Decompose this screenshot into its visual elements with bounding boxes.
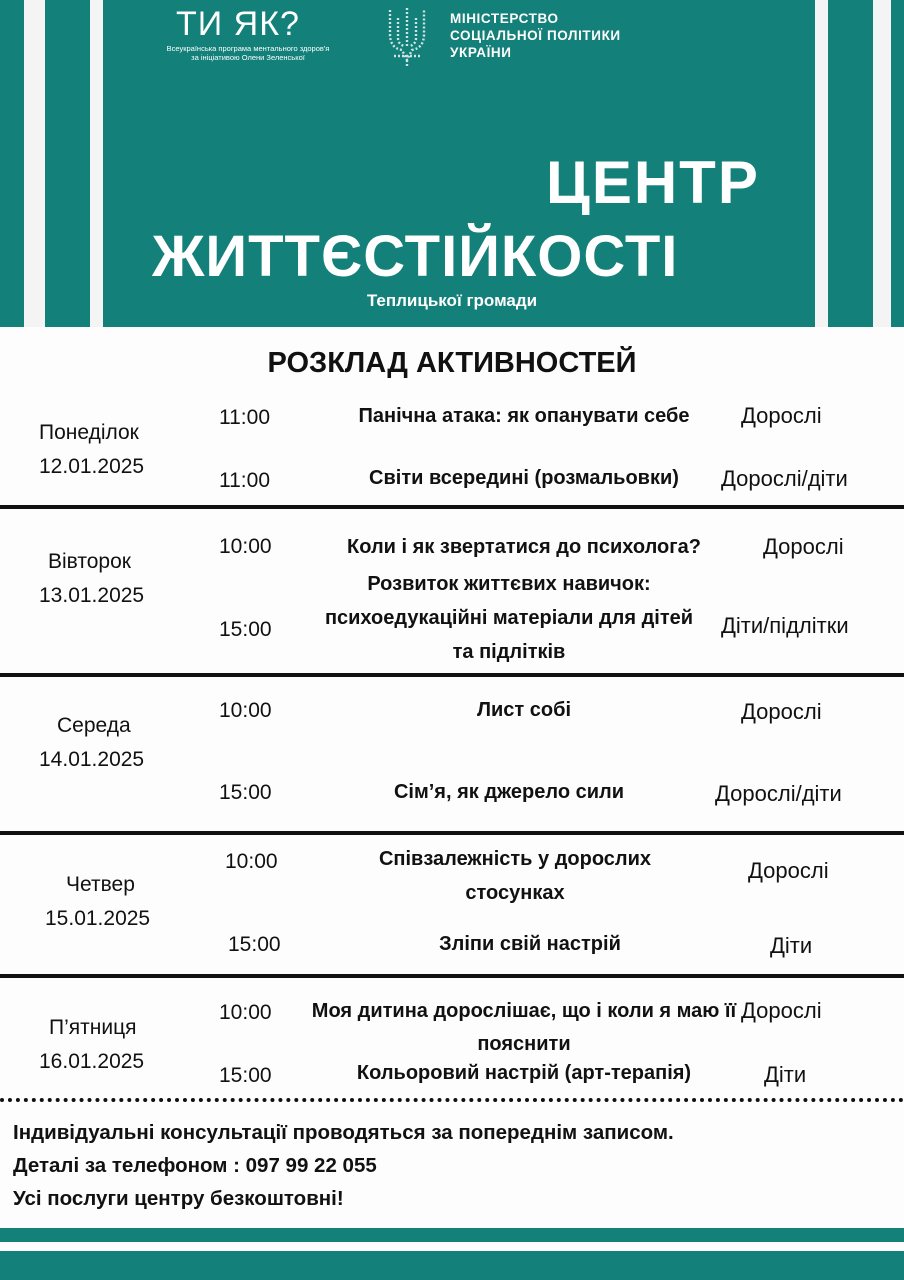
subtitle: Теплицької громади bbox=[366, 291, 538, 310]
event-activity: Моя дитина дорослішає, що і коли я маю її пояснити bbox=[311, 1000, 737, 1055]
ministry-line3: УКРАЇНИ bbox=[450, 45, 512, 60]
day-divider bbox=[0, 831, 904, 835]
event-time: 15:00 bbox=[219, 1064, 272, 1087]
event-activity: Панічна атака: як опанувати себе bbox=[358, 405, 690, 427]
event-time: 10:00 bbox=[219, 699, 272, 722]
trident-emblem-icon bbox=[384, 4, 430, 70]
ministry-line1: МІНІСТЕРСТВО bbox=[450, 11, 559, 26]
event-audience: Дорослі/діти bbox=[721, 466, 848, 491]
footer-consultations-note: Індивідуальні консультації проводяться за попереднім записом. bbox=[13, 1121, 674, 1144]
event-activity: Сім’я, як джерело сили bbox=[393, 781, 625, 803]
bottom-decor-bar bbox=[0, 1251, 904, 1280]
day-name: Четвер bbox=[66, 873, 135, 896]
event-activity: Світи всередині (розмальовки) bbox=[369, 467, 679, 489]
bottom-decor-bar bbox=[0, 1228, 904, 1242]
event-activity: Співзалежність у дорослих стосунках bbox=[378, 848, 652, 904]
day-date: 15.01.2025 bbox=[45, 907, 151, 930]
logo-caption-line1: Всеукраїнська програма ментального здоров'я bbox=[166, 44, 330, 53]
event-time: 10:00 bbox=[219, 535, 272, 558]
decor-stripe bbox=[90, 0, 103, 327]
event-activity: Коли і як звертатися до психолога? bbox=[347, 536, 701, 558]
event-time: 10:00 bbox=[225, 850, 278, 873]
title-line1: ЦЕНТР bbox=[546, 149, 760, 216]
day-name: Вівторок bbox=[48, 550, 131, 573]
ministry-logo bbox=[384, 4, 644, 70]
day-divider bbox=[0, 673, 904, 677]
title-line2: ЖИТТЄСТІЙКОСТІ bbox=[152, 224, 679, 289]
event-audience: Дорослі/діти bbox=[715, 781, 842, 806]
event-audience: Дорослі bbox=[741, 699, 822, 724]
ti-yak-logo bbox=[158, 4, 338, 68]
event-audience: Дорослі bbox=[741, 998, 822, 1023]
event-time: 10:00 bbox=[219, 1001, 272, 1024]
event-time: 11:00 bbox=[219, 469, 270, 492]
header-banner bbox=[0, 0, 904, 327]
ministry-name bbox=[450, 10, 640, 61]
event-audience: Дорослі bbox=[763, 534, 844, 559]
event-activity: Кольоровий настрій (арт-терапія) bbox=[356, 1062, 692, 1084]
event-time: 15:00 bbox=[219, 781, 272, 804]
day-date: 16.01.2025 bbox=[39, 1050, 145, 1073]
decor-stripe bbox=[873, 0, 891, 327]
event-audience: Діти bbox=[770, 933, 813, 958]
day-name: Понеділок bbox=[39, 421, 139, 444]
event-activity: Розвиток життєвих навичок: психоедукаційні матеріали для дітей та підлітків bbox=[324, 573, 694, 663]
day-name: Середа bbox=[57, 714, 131, 737]
day-date: 13.01.2025 bbox=[39, 584, 145, 607]
dotted-separator bbox=[0, 1098, 904, 1102]
event-audience: Діти bbox=[764, 1062, 807, 1087]
decor-stripe bbox=[815, 0, 828, 327]
event-time: 15:00 bbox=[219, 618, 272, 641]
day-date: 12.01.2025 bbox=[39, 455, 145, 478]
footer-phone-details: Деталі за телефоном : 097 99 22 055 bbox=[13, 1154, 377, 1177]
event-audience: Дорослі bbox=[748, 858, 829, 883]
day-divider bbox=[0, 974, 904, 978]
schedule-title: РОЗКЛАД АКТИВНОСТЕЙ bbox=[267, 347, 637, 379]
logo-main-text: ТИ ЯК? bbox=[176, 5, 300, 43]
event-time: 15:00 bbox=[228, 933, 281, 956]
day-date: 14.01.2025 bbox=[39, 748, 145, 771]
event-audience: Діти/підлітки bbox=[721, 613, 849, 638]
event-activity: Лист собі bbox=[476, 699, 572, 721]
decor-stripe bbox=[24, 0, 45, 327]
day-name: П’ятниця bbox=[49, 1016, 137, 1039]
ministry-line2: СОЦІАЛЬНОЇ ПОЛІТИКИ bbox=[450, 28, 621, 43]
event-audience: Дорослі bbox=[741, 403, 822, 428]
day-divider bbox=[0, 505, 904, 509]
footer-free-services: Усі послуги центру безкоштовні! bbox=[13, 1187, 344, 1210]
event-activity: Зліпи свій настрій bbox=[439, 933, 621, 955]
logo-caption-line2: за ініціативою Олени Зеленської bbox=[191, 53, 305, 62]
event-time: 11:00 bbox=[219, 406, 270, 429]
